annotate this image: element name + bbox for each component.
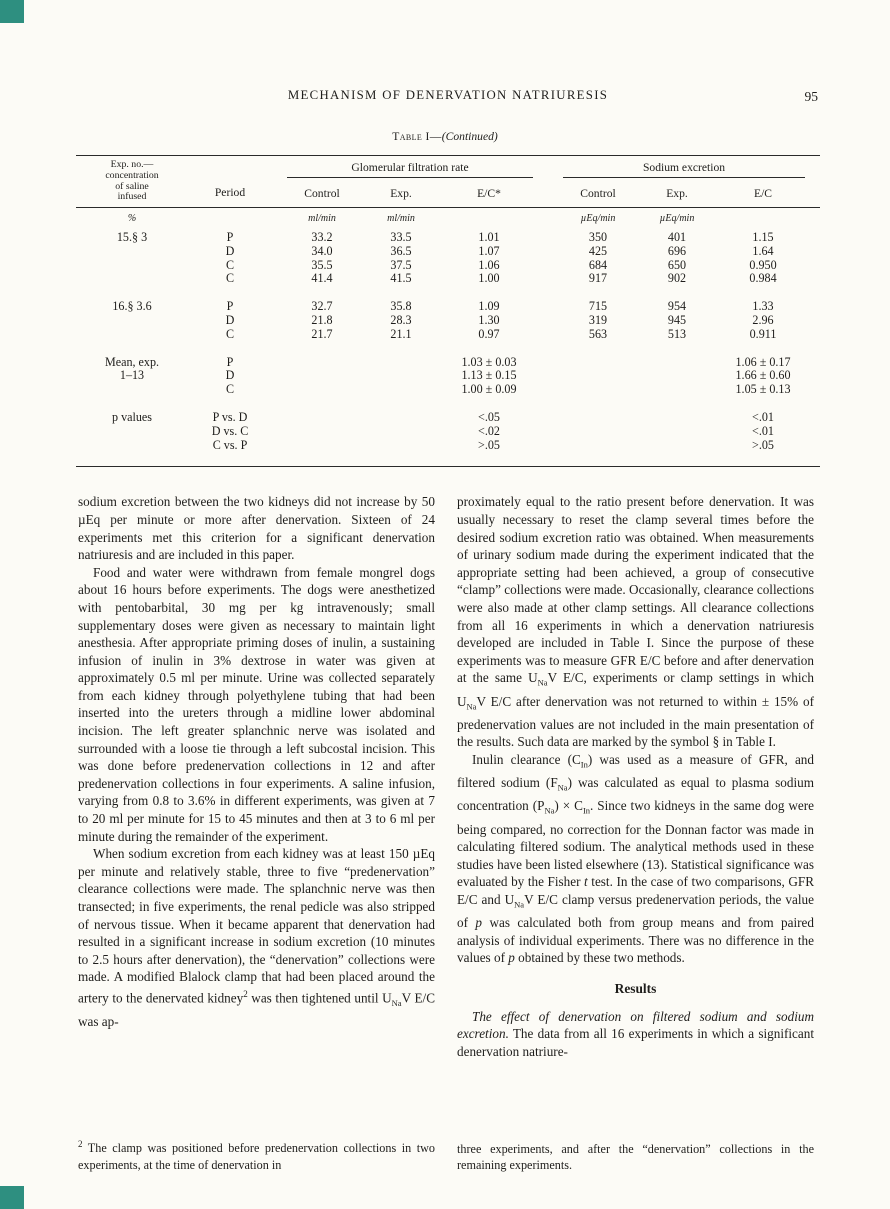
table-row	[76, 383, 820, 397]
column-header-period: Period	[188, 156, 272, 208]
table-row	[76, 328, 820, 342]
table-cell: 917	[588, 271, 608, 286]
table-cell: 33.2	[311, 229, 333, 244]
group-header-sodium-label: Sodium excretion	[563, 161, 805, 178]
table-cell	[548, 369, 648, 383]
table-cell	[648, 439, 706, 453]
table-cell: <.02	[478, 423, 500, 438]
table-cell: 0.950	[749, 257, 777, 272]
column-header-gfr-control: Control	[272, 181, 372, 208]
running-head	[78, 0, 818, 104]
table-row	[76, 245, 820, 259]
unit-cell	[430, 208, 548, 231]
table-group-spacer	[76, 342, 820, 356]
table-cell	[272, 383, 372, 397]
column-header-na-control: Control	[548, 181, 648, 208]
table-cell: 37.5	[390, 257, 412, 272]
table-cell: 1.00	[478, 271, 500, 286]
table-cell: 0.97	[478, 326, 500, 341]
table-cell: 36.5	[390, 243, 412, 258]
group-header-sodium	[548, 156, 820, 181]
table-cell	[372, 411, 430, 425]
scan-corner-mark-top	[0, 0, 24, 23]
unit-cell: ml/min	[308, 213, 336, 225]
table-cell: 1.00 ± 0.09	[461, 382, 517, 397]
table-cell: 21.8	[311, 312, 333, 327]
table-cell: 1.09	[478, 299, 500, 314]
table-cell	[372, 425, 430, 439]
table-row	[76, 369, 820, 383]
footnote-continuation: three experiments, and after the “denervation” collections in the remaining experiments.	[457, 1141, 814, 1172]
unit-cell: µEq/min	[580, 213, 616, 225]
table-caption-continued: (Continued)	[441, 130, 498, 143]
table-cell: 513	[667, 326, 687, 341]
right-column	[457, 493, 814, 1173]
paragraph: Inulin clearance $(C_{In})$ was used as a measure of GFR, and filtered sodium $(F_{Na})$ was calculated as equal to plasma sodium concentration $(P_{Na}) \times C_{In}$. Since two kidneys in the same dog were being compared, no correction for the Donnan factor was made in calculating filtered sodium. The analytical methods used in these studies have been listed elsewhere (13). Statistical significance was evaluated by the Fisher t test. In the case of two comparisons, GFR E/C and $U_{Na}V$ E/C clamp versus predenervation periods, the value of p was calculated both from group means and from paired analysis of individual experiments. There was no difference in the values of p obtained by these two methods.	[457, 751, 815, 966]
unit-cell	[188, 208, 272, 231]
table-cell: 1.64	[752, 243, 774, 258]
table-group-spacer	[76, 397, 820, 411]
table-caption-label: Table I—	[392, 130, 442, 143]
table-cell: 34.0	[311, 243, 333, 258]
paragraph: sodium excretion between the two kidneys did not increase by 50 µEq per minute or more after denervation. Sixteen of 24 experiments met this criterion for a significant denervation natriuresis and are included in this paper.	[78, 494, 435, 563]
table-caption	[0, 130, 890, 143]
table-cell	[648, 369, 706, 383]
table-cell	[548, 425, 648, 439]
mean-group-label	[76, 356, 188, 397]
table-cell	[272, 356, 372, 370]
table-cell	[372, 356, 430, 370]
table-cell: 1.33	[752, 299, 774, 314]
table-cell: 650	[667, 257, 687, 272]
pvalues-group-label-line: p values	[112, 409, 152, 424]
table-cell	[272, 439, 372, 453]
table-cell	[648, 356, 706, 370]
group-header-gfr-label: Glomerular filtration rate	[287, 161, 533, 178]
running-head-title: MECHANISM OF DENERVATION NATRIURESIS	[287, 88, 609, 102]
experiment-group-label	[76, 231, 188, 286]
table-cell: P	[226, 299, 234, 314]
table-cell: 28.3	[390, 312, 412, 327]
table-cell: 902	[667, 271, 687, 286]
scan-corner-mark-bottom	[0, 1186, 24, 1209]
table-cell: P	[226, 354, 234, 369]
table-row	[76, 231, 820, 245]
table-cell: 32.7	[311, 299, 333, 314]
paragraph: proximately equal to the ratio present before denervation. It was usually necessary to reset the clamp several times before the desired sodium excretion ratio was obtained. When measurements of urinary sodium made during the experiment indicated that the appropriate setting had been achieved, a group of consecutive “clamp” collections were made. Occasionally, clearance collections were also made at other clamp settings. All clearance collections from all 16 experiments in which a denervation natriuresis developed are included in Table I. Since the purpose of these experiments was to measure GFR E/C before and after denervation at the same $U_{Na}V$ E/C, experiments or clamp settings in which $U_{Na}V$ E/C after denervation was not returned to within ± 15% of predenervation values are not included in the main presentation of the results. Such data are marked by the symbol § in Table I.	[457, 494, 814, 750]
table-row	[76, 300, 820, 314]
table-cell: 401	[667, 229, 687, 244]
page-number: 95	[804, 89, 818, 104]
table-cell	[648, 383, 706, 397]
table-cell: 35.5	[311, 257, 333, 272]
table-cell	[372, 439, 430, 453]
table-cell: 684	[588, 257, 608, 272]
table-group-spacer	[76, 286, 820, 300]
table-cell: 0.911	[749, 326, 777, 341]
table-cell: 945	[667, 312, 687, 327]
table-cell: <.01	[752, 409, 774, 424]
table-cell	[548, 356, 648, 370]
table-cell: C	[225, 257, 235, 272]
left-column	[78, 493, 435, 1173]
experiment-group-label	[76, 300, 188, 341]
table-cell: 696	[667, 243, 687, 258]
table-cell: P vs. D	[212, 409, 248, 424]
table-cell: C	[225, 326, 235, 341]
unit-cell: µEq/min	[659, 213, 695, 225]
experiment-group-label-line: 15.§ 3	[116, 229, 148, 244]
table-cell: 350	[588, 229, 608, 244]
column-header-line: concentration	[105, 169, 159, 181]
column-header-gfr-ec: E/C*	[430, 181, 548, 208]
table-cell: 715	[588, 299, 608, 314]
table-row	[76, 259, 820, 273]
experiment-group-label-line: 16.§ 3.6	[112, 299, 152, 314]
table-cell: D	[225, 312, 235, 327]
group-header-gfr	[272, 156, 548, 181]
table-cell: 1.66 ± 0.60	[735, 368, 791, 383]
pvalues-group-label	[76, 411, 188, 452]
table-cell: C vs. P	[212, 437, 248, 452]
column-header-na-ec: E/C	[706, 181, 820, 208]
column-header-gfr-exp: Exp.	[372, 181, 430, 208]
table-cell	[272, 411, 372, 425]
table-cell	[548, 383, 648, 397]
table-cell: 21.1	[390, 326, 412, 341]
table-cell: >.05	[478, 437, 500, 452]
table-row	[76, 272, 820, 286]
paragraph: The effect of denervation on filtered sodium and sodium excretion. The data from all 16 experiments in which a significant denervation natriure-	[457, 1008, 814, 1059]
table-cell: <.01	[752, 423, 774, 438]
table-cell: D	[225, 368, 235, 383]
table-row	[76, 314, 820, 328]
table-cell: 35.8	[390, 299, 412, 314]
table-cell: 2.96	[752, 312, 774, 327]
column-header-exp-no	[76, 156, 188, 208]
results-table	[76, 155, 820, 467]
table-cell: <.05	[478, 409, 500, 424]
column-header-na-exp: Exp.	[648, 181, 706, 208]
units-row	[76, 208, 820, 231]
mean-group-label-line: 1–13	[119, 368, 145, 383]
unit-cell	[706, 208, 820, 231]
table-row	[76, 425, 820, 439]
table-cell	[548, 439, 648, 453]
table-cell: 33.5	[390, 229, 412, 244]
table-cell: 0.984	[749, 271, 777, 286]
paragraph: When sodium excretion from each kidney was at least 150 µEq per minute and relatively stable, three to five “predenervation” clearance collections were made. The splanchnic nerve was then transected; in five experiments, the renal pedicle was also stripped of nervous tissue. When it became apparent that denervation had resulted in a significant increase in sodium excretion (10 minutes to 2.5 hours after denervation), the “denervation” collections were made. A modified Blalock clamp that had been placed around the artery to the denervated kidney$^2$ was then tightened until $U_{Na}V$ E/C was ap-	[78, 846, 435, 1029]
body-text	[78, 493, 818, 1173]
footnote: $^2$ The clamp was positioned before predenervation collections in two experiments, at the time of denervation in	[78, 1139, 435, 1172]
table-bottom-spacer	[76, 452, 820, 467]
table-cell: 319	[588, 312, 608, 327]
column-header-line: of saline	[115, 180, 149, 192]
column-header-line: Exp. no.—	[110, 159, 154, 170]
table-cell: 1.30	[478, 312, 500, 327]
table-cell: P	[226, 229, 234, 244]
table-cell: 1.06 ± 0.17	[735, 354, 791, 369]
table-cell: 41.5	[390, 271, 412, 286]
table-cell: 1.07	[478, 243, 500, 258]
table-cell: 1.06	[478, 257, 500, 272]
table-cell	[372, 383, 430, 397]
table-cell: 954	[667, 299, 687, 314]
table-cell: 1.15	[752, 229, 774, 244]
table-cell: 1.01	[478, 229, 500, 244]
unit-cell: ml/min	[387, 213, 415, 225]
table-cell	[372, 369, 430, 383]
table-cell: 21.7	[311, 326, 333, 341]
results-heading: Results	[614, 981, 657, 997]
paragraph: Food and water were withdrawn from female mongrel dogs about 16 hours before experiments. The dogs were anesthetized with pentobarbital, 30 mg per kg intravenously; small supplementary doses were given as necessary to maintain light anesthesia. After appropriate priming doses of inulin, a sustaining infusion of inulin in 3% dextrose in water was given at approximately 0.5 ml per minute. Urine was collected separately from each kidney through polyethylene tubing that had been inserted into the ureters through a midline lower abdominal incision. The left greater splanchnic nerve was isolated and surrounded with a loose tie through a left subcostal incision. This was done before predenervation collections in 12 and after predenervation collections in four experiments. A saline infusion, varying from 0.8 to 3.6% in different experiments, was given at 7 to 20 ml per minute for 15 to 45 minutes and then at 3 to 6 ml per minute during the remainder of the experiment.	[78, 564, 435, 844]
table-cell: >.05	[752, 437, 774, 452]
table-cell: 1.13 ± 0.15	[461, 368, 517, 383]
column-header-line: infused	[117, 191, 147, 203]
table-cell	[648, 425, 706, 439]
table-cell: D	[225, 243, 235, 258]
table-header-row	[76, 156, 820, 181]
table-cell: D vs. C	[211, 423, 249, 438]
table-cell: 425	[588, 243, 608, 258]
table-cell: 1.05 ± 0.13	[735, 382, 791, 397]
table-cell: C	[225, 382, 235, 397]
table-cell	[272, 425, 372, 439]
table-cell: C	[225, 271, 235, 286]
table-cell: 1.03 ± 0.03	[461, 354, 517, 369]
table-cell	[648, 411, 706, 425]
table-cell	[548, 411, 648, 425]
unit-cell: %	[127, 213, 137, 225]
table-row	[76, 411, 820, 425]
table-row	[76, 356, 820, 370]
table-cell: 563	[588, 326, 608, 341]
table-row	[76, 439, 820, 453]
table-cell	[272, 369, 372, 383]
table-cell: 41.4	[311, 271, 333, 286]
mean-group-label-line: Mean, exp.	[104, 354, 160, 369]
